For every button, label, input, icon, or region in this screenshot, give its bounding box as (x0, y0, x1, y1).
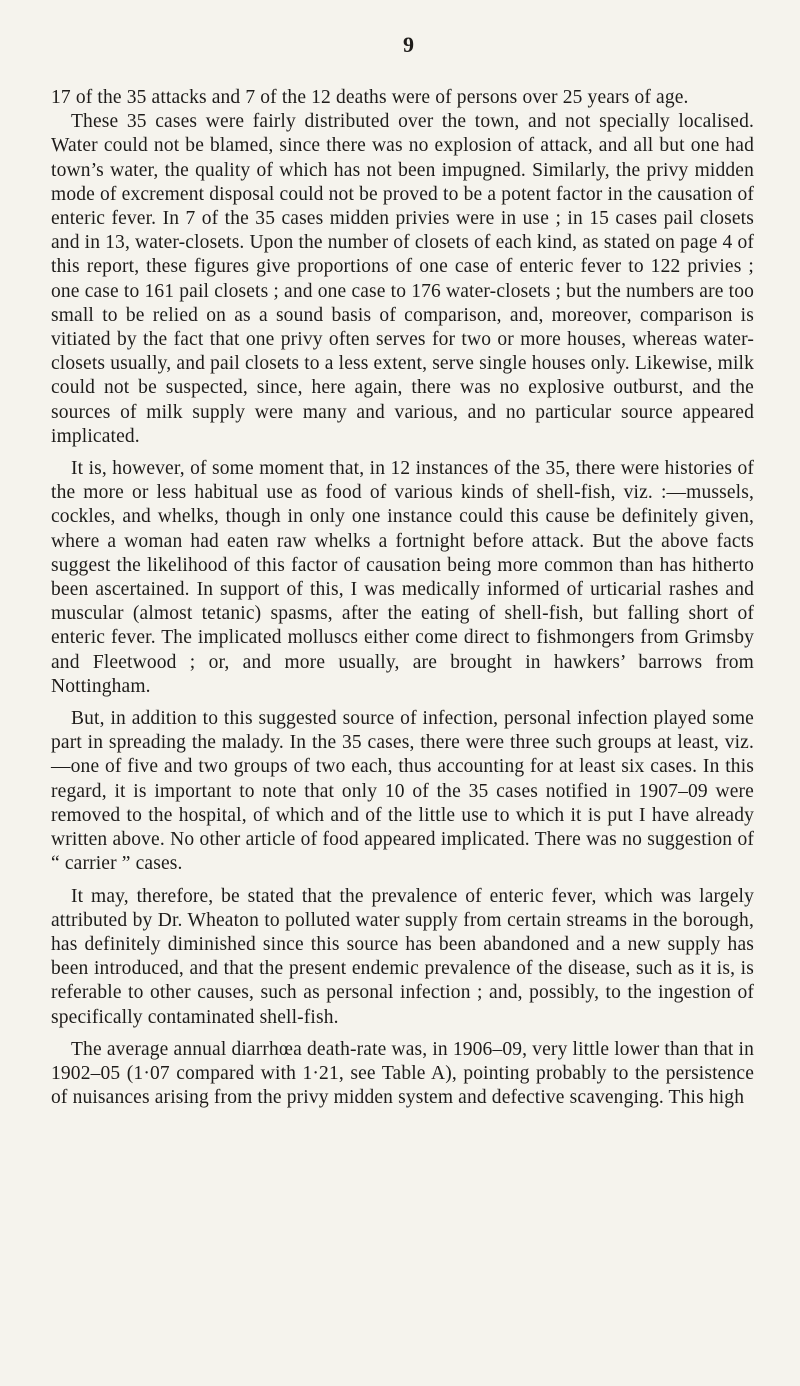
paragraph-4: But, in addition to this suggested source of infection, personal infection played some part in spreading the malady. In the 35 cases, there were three such groups at least, viz.—one of five and two groups of two each, thus accounting for at least six cases. In this regard, it is important to note that only 10 of the 35 cases notified in 1907–09 were removed to the hospital, of which and of the little use to which it is put I have already written above. No other article of food appeared implicated. There was no suggestion of “ carrier ” cases. (51, 708, 754, 875)
paragraph-1: 17 of the 35 attacks and 7 of the 12 deaths were of persons over 25 years of age. (51, 87, 689, 108)
paragraph-5: It may, therefore, be stated that the prevalence of enteric fever, which was largely attributed by Dr. Wheaton to polluted water supply from certain streams in the borough, has definitely diminished since this source has been abandoned and a new supply has been introduced, and that the present endemic prevalence of the disease, such as it is, is referable to other causes, such as personal infection ; and, possibly, to the ingestion of specifically contaminated shell-fish. (51, 885, 754, 1028)
paragraph-2: These 35 cases were fairly distributed over the town, and not specially localised. Water could not be blamed, since there was no explosion of attack, and all but one had town’s water, the quality of which has not been impugned. Similarly, the privy midden mode of excrement disposal could not be proved to be a potent factor in the causation of enteric fever. In 7 of the 35 cases midden privies were in use ; in 15 cases pail closets and in 13, water-closets. Upon the number of closets of each kind, as stated on page 4 of this report, these figures give proportions of one case of enteric fever to 122 privies ; one case to 161 pail closets ; and one case to 176 water-closets ; but the numbers are too small to be relied on as a sound basis of comparison, and, moreover, comparison is vitiated by the fact that one privy often serves for two or more houses, whereas water-closets usually, and pail closets to a less extent, serve single houses only. Likewise, milk could not be suspected, since, here again, there was no explosive outburst, and the sources of milk supply were many and various, and no particular source appeared implicated. (51, 111, 754, 447)
paragraph-3: It is, however, of some moment that, in 12 instances of the 35, there were histories of the more or less habitual use as food of various kinds of shell-fish, viz. :—mussels, cockles, and whelks, though in only one instance could this cause be definitely given, where a woman had eaten raw whelks a fortnight before attack. But the above facts suggest the likelihood of this factor of causation being more common than has hitherto been ascertained. In support of this, I was medically informed of urticarial rashes and muscular (almost tetanic) spasms, after the eating of shell-fish, but falling short of enteric fever. The implicated molluscs either come direct to fishmongers from Grimsby and Fleetwood ; or, and more usually, are brought in hawkers’ barrows from Nottingham. (51, 458, 754, 697)
page-number: 9 (403, 32, 414, 57)
paragraph-6: The average annual diarrhœa death-rate was, in 1906–09, very little lower than that in 1902–05 (1·07 compared with 1·21, see Table A), pointing probably to the persistence of nuisances arising from the privy midden system and defective scavenging. This high (51, 1038, 754, 1109)
